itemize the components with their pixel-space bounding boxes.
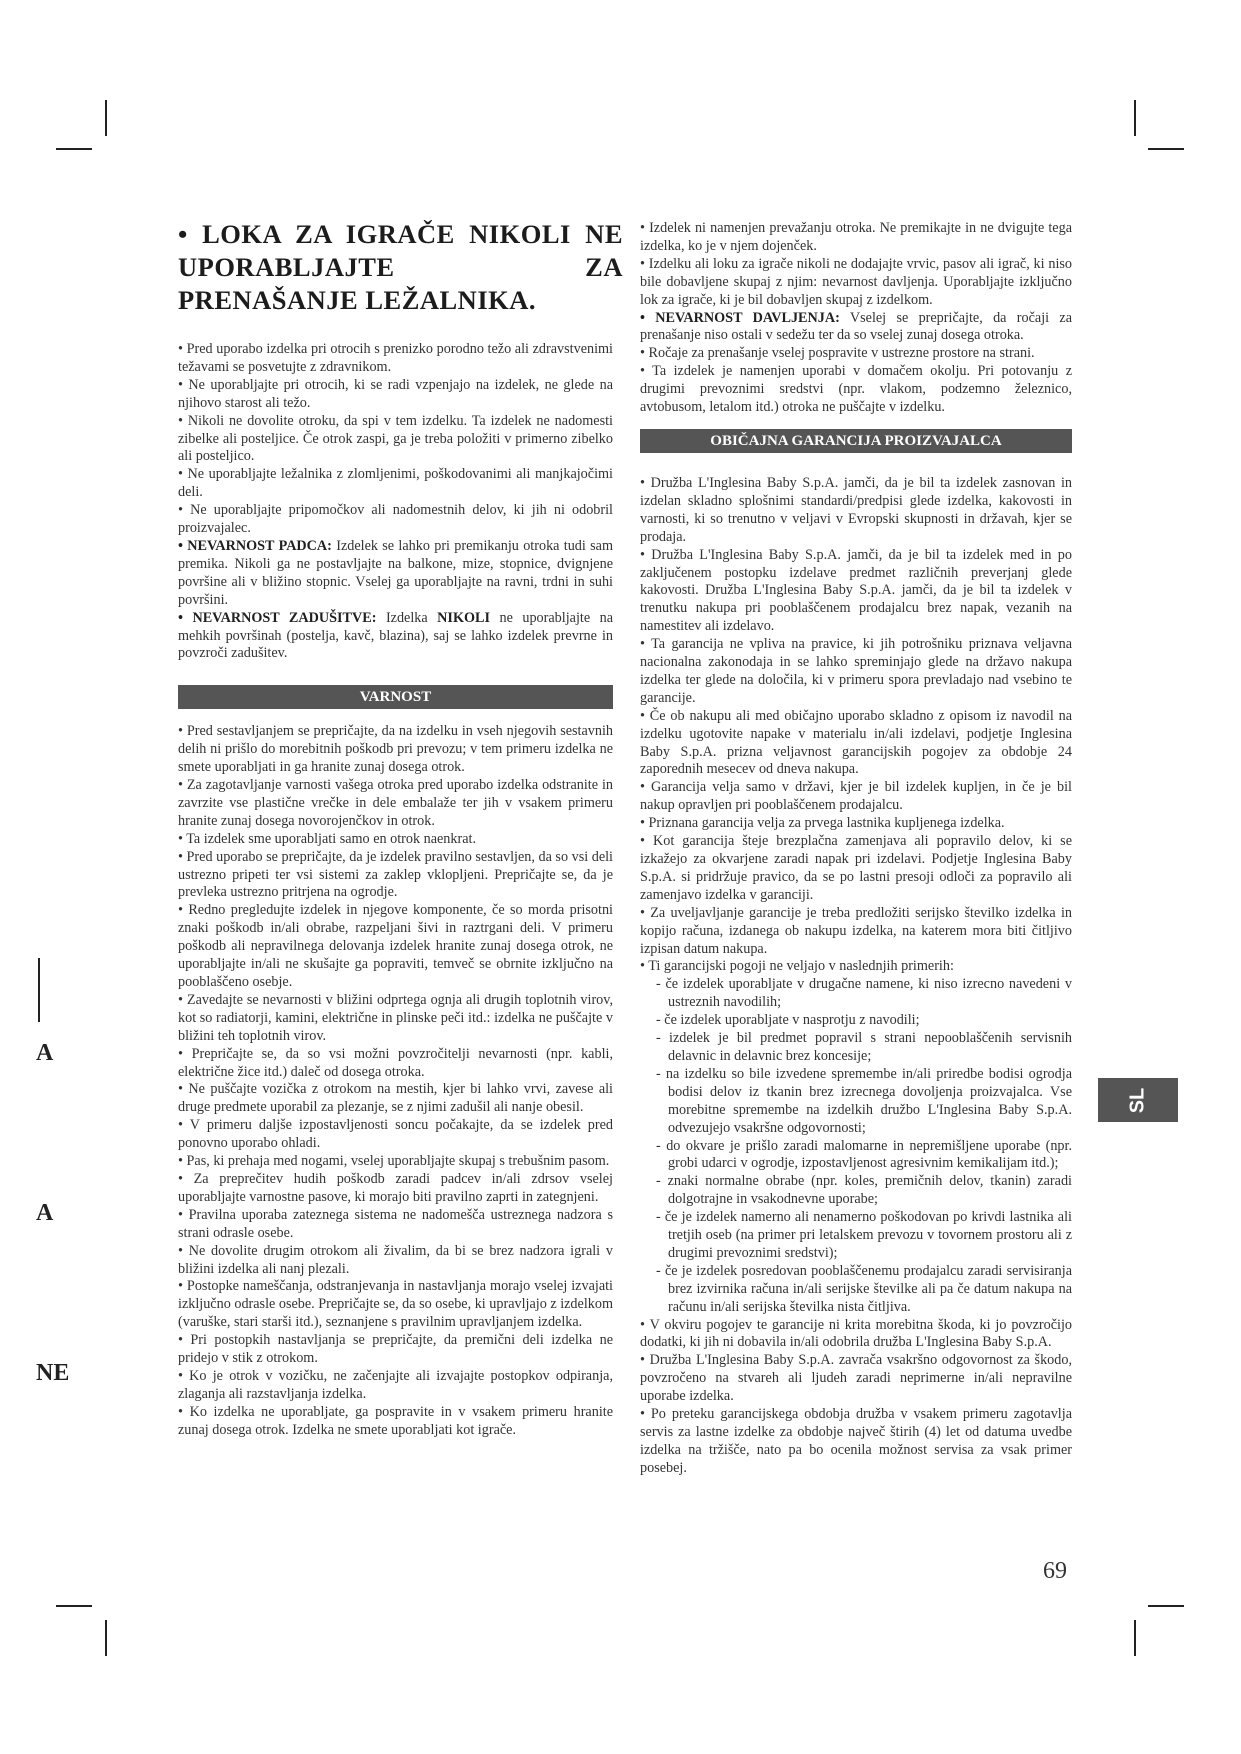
safety-item: • Zavedajte se nevarnosti v bližini odprtega ognja ali drugih toplotnih virov, kot so radiatorji, kamini, električne in plinske peči itd.: izdelka ne puščajte v bližini teh toplotnih virov. [178,991,613,1044]
safety-item: • V primeru daljše izpostavljenosti soncu počakajte, da se izdelek pred ponovno uporabo ohladi. [178,1117,613,1152]
safety-item: • Ta izdelek sme uporabljati samo en otrok naenkrat. [178,830,477,847]
warranty-item: • Po preteku garancijskega obdobja družba v vsakem primeru zagotavlja servis za lastne izdelke za obdobje največ štirih (4) let od datuma uvedbe izdelka na tržišče, nato pa bo ocenila možnost servisa za vsak primer posebej. [640,1406,1072,1476]
strangulation-label: • NEVARNOST DAVLJENJA: [640,309,840,326]
paragraph: • Ta izdelek je namenjen uporabi v domačem okolju. Pri potovanju z drugimi prevoznimi sredstvi (npr. vlakom, podzemno železnico, avtobusom, letalom itd.) otroka ne puščajte v izdelku. [640,363,1072,416]
paragraph: • Izdelek ni namenjen prevažanju otroka. Ne premikajte in ne dvigujte tega izdelka, ko je v njem dojenček. [640,220,1072,254]
safety-item: • Pri postopkih nastavljanja se prepričajte, da premični deli izdelka ne pridejo v stik z otrokom. [178,1332,613,1367]
margin-fragment: A [36,1040,54,1066]
text-run: Izdelka [376,609,438,626]
safety-item: • Ko je otrok v vozičku, ne začenjajte ali izvajajte postopkov odpiranja, zlaganja ali razstavljanja izdelka. [178,1367,613,1402]
safety-item: • Za preprečitev hudih poškodb zaradi padcev in/ali zdrsov vselej uporabljajte varnostne pasove, ki morajo biti pravilno zaprti in zategnjeni. [178,1170,613,1205]
crop-mark [1134,1620,1136,1656]
warranty-item: • V okviru pogojev te garancije ni krita morebitna škoda, ki jo povzročijo dodatki, ki jih ni dobavila in/ali odobrila družba L'Inglesina Baby S.p.A. [640,1316,1072,1351]
warranty-item: • Kot garancija šteje brezplačna zamenjava ali popravilo delov, ki se izkažejo za okvarjene zaradi napak pri izdelavi. Podjetje Inglesina Baby S.p.A. si pridržuje pravico, da se po lastni presoji odloči za popravilo ali zamenjavo izdelka v garanciji. [640,833,1072,903]
suffocation-label: • NEVARNOST ZADUŠITVE: [178,609,377,626]
left-column [178,218,623,1440]
safety-item: • Prepričajte se, da so vsi možni povzročitelji nevarnosti (npr. kabli, električne žice itd.) daleč od dosega otroka. [178,1045,613,1080]
safety-item: • Redno pregledujte izdelek in njegove komponente, če so morda prisotni znaki poškodb in/ali obrabe, razpeljani šivi in raztrgani deli. V primeru poškodb ali nepravilnega delovanja izdelek hranite zunaj dosega otrok, ne uporabljajte in/ali ne skušajte ga popraviti, temveč se obrnite izključno na pooblaščeno osebje. [178,902,613,990]
margin-fragment: NE [36,1360,70,1386]
paragraph: • Ne uporabljajte pri otrocih, ki se radi vzpenjajo na izdelek, ne glede na njihovo starost ali težo. [178,376,613,411]
safety-item: • Pas, ki prehaja med nogami, vselej uporabljajte skupaj s trebušnim pasom. [178,1153,610,1170]
strangulation-text: Vselej se prepričajte, da ročaji za prenašanje niso ostali v sedežu ter da so vselej zunaj dosega otroka. [640,309,1072,344]
fall-hazard-label: • NEVARNOST PADCA: [178,537,332,554]
paragraph: • Ne uporabljajte ležalnika z zlomljenimi, poškodovanimi ali manjkajočimi deli. [178,466,613,501]
safety-item: • Za zagotavljanje varnosti vašega otroka pred uporabo izdelka odstranite in zavrzite vse plastične vrečke in dele embalaže ter jih v vsakem primeru hranite zunaj dosega novorojenčkov in otrok. [178,777,613,829]
safety-item: • Pravilna uporaba zateznega sistema ne nadomešča ustreznega nadzora s strani odrasle osebe. [178,1206,613,1241]
exclusion-case: - če je izdelek namerno ali nenamerno poškodovan po krivdi lastnika ali tretjih oseb (na primer pri letalskem prevozu v tovornem prostoru ali z drugimi prevoznimi sredstvi); [656,1209,1072,1261]
safety-item: • Ne dovolite drugim otrokom ali živalim, da bi se brez nadzora igrali v bližini izdelka ali nanj plezali. [178,1242,613,1277]
section-heading-warranty: OBIČAJNA GARANCIJA PROIZVAJALCA [640,429,1072,453]
language-tab [1098,1078,1178,1122]
paragraph: • Izdelku ali loku za igrače nikoli ne dodajajte vrvic, pasov ali igrač, ki niso bile dobavljene skupaj z njim: nevarnost davljenja. Uporabljajte izključno lok za igrače, ki je bil dobavljen skupaj z izdelkom. [640,255,1072,308]
fall-hazard-text: Izdelek se lahko pri premikanju otroka tudi sam premika. Nikoli ga ne postavljajte na balkone, mize, stopnice, dvignjene površine ali v bližino stopnic. Vselej ga uporabljajte na ravni, trdni in suhi površini. [178,537,613,608]
warranty-item: • Priznana garancija velja za prvega lastnika kupljenega izdelka. [640,815,1005,832]
warranty-item: • Ti garancijski pogoji ne veljajo v naslednjih primerih: [640,958,954,975]
warranty-item: • Družba L'Inglesina Baby S.p.A. jamči, da je bil ta izdelek med in po zaključenem postopku izdelave predmet različnih preverjanj glede kakovosti. Družba L'Inglesina Baby S.p.A. jamči, da je bil ta izdelek v trenutku nakupa pri pooblaščenem prodajalcu brez napak, vezanih na namestitev ali izdelavo. [640,546,1072,635]
crop-mark [56,1605,92,1607]
warranty-item: • Za uveljavljanje garancije je treba predložiti serijsko številko izdelka in kopijo računa, izdanega ob nakupu izdelka, na katerem mora biti čitljivo izpisan datum nakupa. [640,904,1072,957]
warranty-item: • Družba L'Inglesina Baby S.p.A. jamči, da je bil ta izdelek zasnovan in izdelan skladno splošnimi standardi/predpisi glede izdelka, kakovosti in varnosti, ki so trenutno v veljavi v Evropski skupnosti in državah, kjer se prodaja. [640,474,1072,545]
strangulation-paragraph [640,310,1072,346]
warning-title: • LOKA ZA IGRAČE NIKOLI NE UPORABLJAJTE ZA PRENAŠANJE LEŽALNIKA. [178,219,623,315]
safety-item: • Ne puščajte vozička z otrokom na mestih, kjer bi lahko vrvi, zavese ali druge predmete uporabil za plezanje, se z njimi zadušil ali nanje obesil. [178,1081,613,1116]
fall-hazard-paragraph [178,538,613,610]
paragraph: • Ročaje za prenašanje vselej pospravite v ustrezne prostore na strani. [640,345,1035,362]
margin-rule [38,958,40,1022]
warranty-item: • Družba L'Inglesina Baby S.p.A. zavrača vsakršno odgovornost za škodo, povzročeno na stvareh ali ljudeh zaradi neprimerne in/ali nepravilne uporabe izdelka. [640,1352,1072,1405]
exclusion-case: - na izdelku so bile izvedene spremembe in/ali priredbe bodisi ogrodja bodisi delov iz tkanin brez izrecnega dovoljenja proizvajalca. Vse morebitne spremembe na izdelkih družbo L'Inglesina Baby S.p.A. odvezujejo vsakršne odgovornosti; [656,1065,1072,1136]
text-run: ne uporabljajte na mehkih površinah (postelja, kavč, blazina), saj se lahko izdelek prevrne in povzroči zadušitev. [178,609,613,662]
exclusion-case: - do okvare je prišlo zaradi malomarne in nepremišljene uporabe (npr. grobi udarci v ogrodje, izpostavljenost agresivnim kemikalijam itd.); [656,1137,1072,1172]
safety-item: • Postopke nameščanja, odstranjevanja in nastavljanja morajo vselej izvajati izključno odrasle osebe. Prepričajte se, da so osebe, ki upravljajo z izdelkom (varuške, stari starši itd.), seznanjene s pravilnim upravljanjem izdelka. [178,1278,613,1331]
margin-fragment: A [36,1200,54,1226]
crop-mark [1134,100,1136,136]
warranty-item: • Garancija velja samo v državi, kjer je bil izdelek kupljen, in če je bil nakup opravljen pri pooblaščenem prodajalcu. [640,779,1072,814]
exclusion-case: - izdelek je bil predmet popravil s strani nepooblaščenih servisnih delavnic in delavnic brez koncesije; [656,1030,1072,1064]
paragraph: • Pred uporabo izdelka pri otrocih s prenizko porodno težo ali zdravstvenimi težavami se posvetujte z zdravnikom. [178,341,613,375]
exclusion-case: - če izdelek uporabljate v drugačne namene, ki niso izrecno navedeni v ustreznih navodilih; [656,976,1072,1011]
exclusion-case: - znaki normalne obrabe (npr. koles, premičnih delov, tkanin) zaradi dolgotrajne in vsakodnevne uporabe; [656,1173,1072,1208]
warranty-item: • Ta garancija ne vpliva na pravice, ki jih potrošniku priznava veljavna nacionalna zakonodaja in se lahko spreminjajo glede na državo nakupa izdelka ter glede na določila, ki v primeru spora prevladajo nad vsebino te garancije. [640,636,1072,706]
paragraph: • Nikoli ne dovolite otroku, da spi v tem izdelku. Ta izdelek ne nadomesti zibelke ali posteljice. Če otrok zaspi, ga je treba položiti v primerno zibelko ali posteljico. [178,412,613,465]
safety-item: • Ko izdelka ne uporabljate, ga pospravite in v vsakem primeru hranite zunaj dosega otrok. Izdelka ne smete uporabljati kot igrače. [178,1403,613,1438]
exclusion-case: - če je izdelek posredovan pooblaščenemu prodajalcu zaradi servisiranja brez izvirnika računa in/ali serijske številke ali pa če datum nakupa na računu in/ali serijska številka nista čitljiva. [656,1262,1072,1315]
paragraph: • Ne uporabljajte pripomočkov ali nadomestnih delov, ki jih ni odobril proizvajalec. [178,502,613,537]
emphasis: NIKOLI [437,609,490,626]
crop-mark [105,1620,107,1656]
suffocation-paragraph [178,610,613,664]
exclusion-case: - če izdelek uporabljate v nasprotju z navodili; [656,1012,920,1029]
language-tab-label: SL [1126,1087,1149,1113]
right-column [640,220,1072,1478]
section-heading-safety: VARNOST [178,685,613,709]
crop-mark [56,148,92,150]
crop-mark [1148,1605,1184,1607]
warranty-item: • Če ob nakupu ali med običajno uporabo skladno z opisom iz navodil na izdelku ugotovite napake v materialu in/ali izdelavi, podjetje Inglesina Baby S.p.A. prizna veljavnost garancijskih pogojev za obdobje 24 zaporednih mesecev od dneva nakupa. [640,707,1072,778]
safety-item: • Pred sestavljanjem se prepričajte, da na izdelku in vseh njegovih sestavnih delih ni prišlo do morebitnih poškodb pri prevozu; v tem primeru izdelka ne smete uporabljati in ga hranite zunaj dosega otrok. [178,723,613,776]
crop-mark [1148,148,1184,150]
safety-item: • Pred uporabo se prepričajte, da je izdelek pravilno sestavljen, da so vsi deli ustrezno pripeti ter vsi sistemi za zaklep vklopljeni. Prepričajte se, da je prevleka ustrezno pritrjena na ogrodje. [178,848,613,901]
crop-mark [105,100,107,136]
page-number: 69 [1043,1558,1067,1584]
